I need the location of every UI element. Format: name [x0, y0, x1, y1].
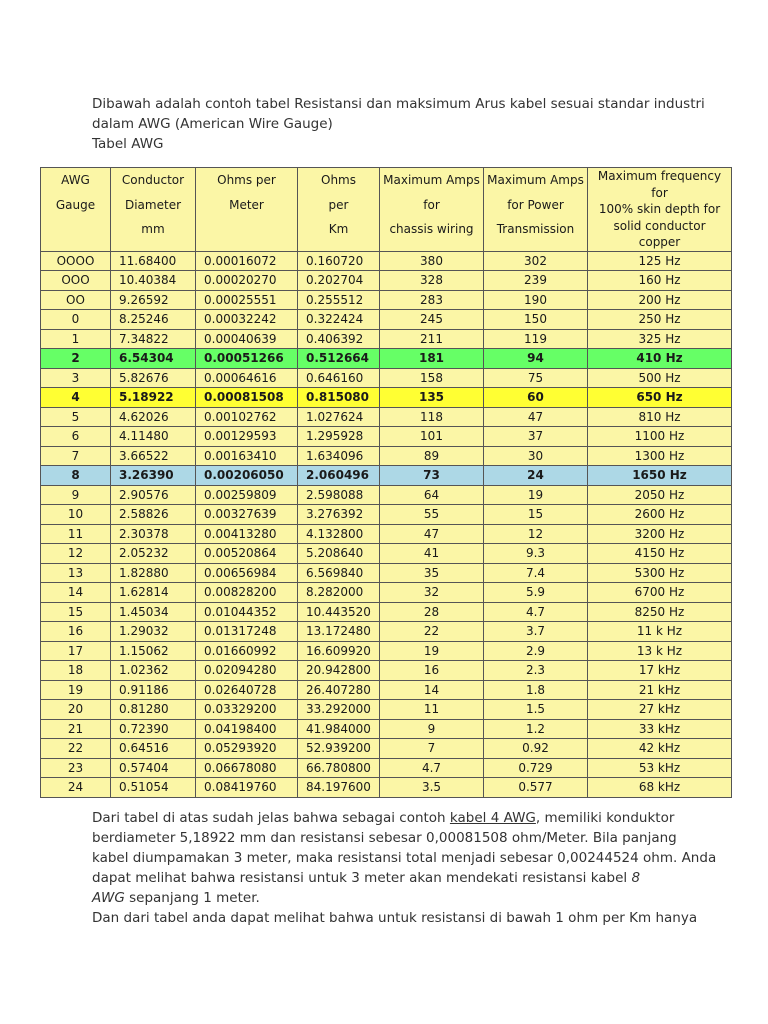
ohms-meter-cell: 0.00020270 [196, 271, 298, 291]
header-max-frequency: Maximum frequency for 100% skin depth for solid conductor copper [588, 168, 732, 252]
ohms-meter-cell: 0.00206050 [196, 466, 298, 486]
table-row [41, 251, 732, 271]
header-ohms-per-meter: Ohms per Meter [196, 168, 298, 252]
intro-line-1: Dibawah adalah contoh tabel Resistansi dan maksimum Arus kabel sesuai standar industri [92, 96, 705, 112]
table-row [41, 290, 732, 310]
table-row [41, 739, 732, 759]
table-row [41, 758, 732, 778]
amps-chassis-cell: 16 [380, 661, 484, 681]
intro-text [92, 94, 712, 154]
ohms-meter-cell: 0.00032242 [196, 310, 298, 330]
amps-chassis-cell: 35 [380, 563, 484, 583]
amps-power-cell: 150 [484, 310, 588, 330]
frequency-cell: 6700 Hz [588, 583, 732, 603]
frequency-cell: 13 k Hz [588, 641, 732, 661]
diameter-cell: 4.11480 [111, 427, 196, 447]
ohms-km-cell: 6.569840 [298, 563, 380, 583]
frequency-cell: 160 Hz [588, 271, 732, 291]
diameter-cell: 0.64516 [111, 739, 196, 759]
amps-power-cell: 2.3 [484, 661, 588, 681]
frequency-cell: 33 kHz [588, 719, 732, 739]
frequency-cell: 1100 Hz [588, 427, 732, 447]
amps-chassis-cell: 73 [380, 466, 484, 486]
ohms-meter-cell: 0.06678080 [196, 758, 298, 778]
frequency-cell: 21 kHz [588, 680, 732, 700]
frequency-cell: 42 kHz [588, 739, 732, 759]
table-row [41, 544, 732, 564]
amps-chassis-cell: 283 [380, 290, 484, 310]
frequency-cell: 1650 Hz [588, 466, 732, 486]
awg-cell: 20 [41, 700, 111, 720]
table-row [41, 661, 732, 681]
ohms-km-cell: 1.295928 [298, 427, 380, 447]
awg-cell: OOO [41, 271, 111, 291]
frequency-cell: 11 k Hz [588, 622, 732, 642]
ohms-km-cell: 0.202704 [298, 271, 380, 291]
table-row [41, 524, 732, 544]
table-row [41, 563, 732, 583]
ohms-meter-cell: 0.01044352 [196, 602, 298, 622]
amps-power-cell: 302 [484, 251, 588, 271]
ohms-meter-cell: 0.00129593 [196, 427, 298, 447]
ohms-km-cell: 0.512664 [298, 349, 380, 369]
ohms-meter-cell: 0.00828200 [196, 583, 298, 603]
ohms-km-cell: 1.027624 [298, 407, 380, 427]
ohms-km-cell: 0.160720 [298, 251, 380, 271]
frequency-cell: 4150 Hz [588, 544, 732, 564]
amps-power-cell: 0.92 [484, 739, 588, 759]
diameter-cell: 0.57404 [111, 758, 196, 778]
diameter-cell: 1.82880 [111, 563, 196, 583]
amps-chassis-cell: 158 [380, 368, 484, 388]
table-row [41, 427, 732, 447]
table-row [41, 719, 732, 739]
outro-line-4: dapat melihat bahwa resistansi untuk 3 meter akan mendekati resistansi kabel 8 [92, 870, 641, 886]
diameter-cell: 6.54304 [111, 349, 196, 369]
amps-chassis-cell: 19 [380, 641, 484, 661]
amps-chassis-cell: 22 [380, 622, 484, 642]
frequency-cell: 3200 Hz [588, 524, 732, 544]
amps-power-cell: 0.729 [484, 758, 588, 778]
amps-chassis-cell: 64 [380, 485, 484, 505]
amps-chassis-cell: 380 [380, 251, 484, 271]
ohms-meter-cell: 0.00102762 [196, 407, 298, 427]
diameter-cell: 0.91186 [111, 680, 196, 700]
awg-cell: 11 [41, 524, 111, 544]
outro-line-5: AWG sepanjang 1 meter. [92, 890, 260, 906]
ohms-meter-cell: 0.00051266 [196, 349, 298, 369]
amps-power-cell: 1.5 [484, 700, 588, 720]
awg-cell: 18 [41, 661, 111, 681]
awg-cell: 0 [41, 310, 111, 330]
ohms-meter-cell: 0.00016072 [196, 251, 298, 271]
amps-chassis-cell: 41 [380, 544, 484, 564]
ohms-meter-cell: 0.01660992 [196, 641, 298, 661]
awg-cell: 10 [41, 505, 111, 525]
frequency-cell: 27 kHz [588, 700, 732, 720]
awg-cell: 14 [41, 583, 111, 603]
diameter-cell: 3.66522 [111, 446, 196, 466]
amps-chassis-cell: 9 [380, 719, 484, 739]
diameter-cell: 2.90576 [111, 485, 196, 505]
ohms-km-cell: 0.322424 [298, 310, 380, 330]
table-row [41, 778, 732, 798]
amps-power-cell: 2.9 [484, 641, 588, 661]
table-body [41, 251, 732, 797]
ohms-km-cell: 2.598088 [298, 485, 380, 505]
awg-cell: 3 [41, 368, 111, 388]
awg-cell: 2 [41, 349, 111, 369]
amps-power-cell: 1.8 [484, 680, 588, 700]
diameter-cell: 5.82676 [111, 368, 196, 388]
table-row [41, 329, 732, 349]
frequency-cell: 68 kHz [588, 778, 732, 798]
awg-cell: 1 [41, 329, 111, 349]
ohms-km-cell: 33.292000 [298, 700, 380, 720]
table-row [41, 271, 732, 291]
diameter-cell: 4.62026 [111, 407, 196, 427]
diameter-cell: 0.51054 [111, 778, 196, 798]
outro-line-3: kabel diumpamakan 3 meter, maka resistansi total menjadi sebesar 0,00244524 ohm. Anda [92, 850, 717, 866]
ohms-meter-cell: 0.02640728 [196, 680, 298, 700]
frequency-cell: 410 Hz [588, 349, 732, 369]
awg-cell: 8 [41, 466, 111, 486]
diameter-cell: 2.05232 [111, 544, 196, 564]
ohms-km-cell: 20.942800 [298, 661, 380, 681]
ohms-km-cell: 84.197600 [298, 778, 380, 798]
kabel-4-awg-link[interactable]: kabel 4 AWG [449, 810, 536, 826]
ohms-km-cell: 8.282000 [298, 583, 380, 603]
amps-power-cell: 60 [484, 388, 588, 408]
ohms-km-cell: 41.984000 [298, 719, 380, 739]
ohms-meter-cell: 0.08419760 [196, 778, 298, 798]
amps-chassis-cell: 181 [380, 349, 484, 369]
diameter-cell: 1.45034 [111, 602, 196, 622]
frequency-cell: 200 Hz [588, 290, 732, 310]
amps-power-cell: 24 [484, 466, 588, 486]
diameter-cell: 11.68400 [111, 251, 196, 271]
table-row [41, 700, 732, 720]
amps-power-cell: 7.4 [484, 563, 588, 583]
awg-cell: 7 [41, 446, 111, 466]
amps-chassis-cell: 7 [380, 739, 484, 759]
intro-line-2: dalam AWG (American Wire Gauge) [92, 116, 333, 132]
diameter-cell: 9.26592 [111, 290, 196, 310]
awg-table [40, 167, 732, 798]
table-row [41, 641, 732, 661]
amps-chassis-cell: 4.7 [380, 758, 484, 778]
outro-line-2: berdiameter 5,18922 mm dan resistansi sebesar 0,00081508 ohm/Meter. Bila panjang [92, 830, 677, 846]
ohms-meter-cell: 0.00259809 [196, 485, 298, 505]
ohms-meter-cell: 0.04198400 [196, 719, 298, 739]
ohms-meter-cell: 0.00064616 [196, 368, 298, 388]
amps-power-cell: 3.7 [484, 622, 588, 642]
awg-cell: 9 [41, 485, 111, 505]
ohms-meter-cell: 0.00413280 [196, 524, 298, 544]
frequency-cell: 250 Hz [588, 310, 732, 330]
diameter-cell: 1.15062 [111, 641, 196, 661]
ohms-meter-cell: 0.03329200 [196, 700, 298, 720]
ohms-km-cell: 4.132800 [298, 524, 380, 544]
amps-power-cell: 5.9 [484, 583, 588, 603]
awg-cell: 23 [41, 758, 111, 778]
ohms-km-cell: 5.208640 [298, 544, 380, 564]
header-awg-gauge: AWG Gauge [41, 168, 111, 252]
ohms-km-cell: 26.407280 [298, 680, 380, 700]
diameter-cell: 0.81280 [111, 700, 196, 720]
ohms-km-cell: 13.172480 [298, 622, 380, 642]
amps-chassis-cell: 328 [380, 271, 484, 291]
frequency-cell: 650 Hz [588, 388, 732, 408]
table-row [41, 505, 732, 525]
amps-power-cell: 12 [484, 524, 588, 544]
amps-power-cell: 239 [484, 271, 588, 291]
ohms-km-cell: 66.780800 [298, 758, 380, 778]
diameter-cell: 10.40384 [111, 271, 196, 291]
header-conductor-diameter: Conductor Diameter mm [111, 168, 196, 252]
table-row [41, 602, 732, 622]
amps-power-cell: 190 [484, 290, 588, 310]
outro-line-6: Dan dari tabel anda dapat melihat bahwa untuk resistansi di bawah 1 ohm per Km hanya [92, 910, 698, 926]
header-max-amps-power: Maximum Amps for Power Transmission [484, 168, 588, 252]
frequency-cell: 2050 Hz [588, 485, 732, 505]
awg-cell: 24 [41, 778, 111, 798]
ohms-km-cell: 16.609920 [298, 641, 380, 661]
frequency-cell: 125 Hz [588, 251, 732, 271]
diameter-cell: 3.26390 [111, 466, 196, 486]
diameter-cell: 2.30378 [111, 524, 196, 544]
amps-power-cell: 94 [484, 349, 588, 369]
amps-chassis-cell: 55 [380, 505, 484, 525]
awg-cell: 21 [41, 719, 111, 739]
amps-power-cell: 47 [484, 407, 588, 427]
ohms-km-cell: 2.060496 [298, 466, 380, 486]
amps-chassis-cell: 101 [380, 427, 484, 447]
amps-power-cell: 19 [484, 485, 588, 505]
table-row [41, 349, 732, 369]
awg-cell: 6 [41, 427, 111, 447]
table-row [41, 485, 732, 505]
ohms-meter-cell: 0.00520864 [196, 544, 298, 564]
awg-cell: 19 [41, 680, 111, 700]
frequency-cell: 500 Hz [588, 368, 732, 388]
awg-cell: 13 [41, 563, 111, 583]
ohms-km-cell: 3.276392 [298, 505, 380, 525]
ohms-meter-cell: 0.02094280 [196, 661, 298, 681]
frequency-cell: 8250 Hz [588, 602, 732, 622]
table-row [41, 583, 732, 603]
intro-line-3: Tabel AWG [92, 136, 164, 152]
amps-power-cell: 4.7 [484, 602, 588, 622]
amps-chassis-cell: 32 [380, 583, 484, 603]
amps-power-cell: 119 [484, 329, 588, 349]
frequency-cell: 810 Hz [588, 407, 732, 427]
ohms-meter-cell: 0.01317248 [196, 622, 298, 642]
amps-chassis-cell: 135 [380, 388, 484, 408]
awg-cell: 15 [41, 602, 111, 622]
ohms-meter-cell: 0.00040639 [196, 329, 298, 349]
ohms-meter-cell: 0.00163410 [196, 446, 298, 466]
outro-line-1: Dari tabel di atas sudah jelas bahwa sebagai contoh kabel 4 AWG, memiliki konduktor [92, 810, 675, 826]
diameter-cell: 7.34822 [111, 329, 196, 349]
diameter-cell: 8.25246 [111, 310, 196, 330]
diameter-cell: 2.58826 [111, 505, 196, 525]
header-ohms-per-km: Ohms per Km [298, 168, 380, 252]
awg-cell: OOOO [41, 251, 111, 271]
ohms-meter-cell: 0.00081508 [196, 388, 298, 408]
ohms-km-cell: 10.443520 [298, 602, 380, 622]
awg-cell: 17 [41, 641, 111, 661]
amps-chassis-cell: 245 [380, 310, 484, 330]
ohms-km-cell: 0.406392 [298, 329, 380, 349]
amps-power-cell: 0.577 [484, 778, 588, 798]
awg-cell: 5 [41, 407, 111, 427]
diameter-cell: 5.18922 [111, 388, 196, 408]
ohms-meter-cell: 0.00025551 [196, 290, 298, 310]
ohms-km-cell: 52.939200 [298, 739, 380, 759]
amps-power-cell: 37 [484, 427, 588, 447]
diameter-cell: 1.62814 [111, 583, 196, 603]
awg-cell: 4 [41, 388, 111, 408]
table-row [41, 310, 732, 330]
table-row [41, 680, 732, 700]
diameter-cell: 1.29032 [111, 622, 196, 642]
amps-chassis-cell: 3.5 [380, 778, 484, 798]
frequency-cell: 2600 Hz [588, 505, 732, 525]
diameter-cell: 1.02362 [111, 661, 196, 681]
amps-power-cell: 9.3 [484, 544, 588, 564]
awg-cell: 12 [41, 544, 111, 564]
frequency-cell: 325 Hz [588, 329, 732, 349]
amps-chassis-cell: 89 [380, 446, 484, 466]
ohms-km-cell: 0.815080 [298, 388, 380, 408]
awg-cell: 22 [41, 739, 111, 759]
amps-chassis-cell: 11 [380, 700, 484, 720]
table-row [41, 407, 732, 427]
ohms-km-cell: 1.634096 [298, 446, 380, 466]
awg-cell: 16 [41, 622, 111, 642]
ohms-km-cell: 0.255512 [298, 290, 380, 310]
amps-chassis-cell: 14 [380, 680, 484, 700]
amps-power-cell: 1.2 [484, 719, 588, 739]
ohms-meter-cell: 0.05293920 [196, 739, 298, 759]
amps-power-cell: 75 [484, 368, 588, 388]
amps-chassis-cell: 211 [380, 329, 484, 349]
frequency-cell: 5300 Hz [588, 563, 732, 583]
ohms-meter-cell: 0.00656984 [196, 563, 298, 583]
table-row [41, 368, 732, 388]
frequency-cell: 1300 Hz [588, 446, 732, 466]
table-header-row [41, 168, 732, 252]
amps-power-cell: 15 [484, 505, 588, 525]
ohms-meter-cell: 0.00327639 [196, 505, 298, 525]
diameter-cell: 0.72390 [111, 719, 196, 739]
awg-cell: OO [41, 290, 111, 310]
frequency-cell: 17 kHz [588, 661, 732, 681]
amps-chassis-cell: 118 [380, 407, 484, 427]
outro-text [92, 808, 717, 928]
ohms-km-cell: 0.646160 [298, 368, 380, 388]
amps-power-cell: 30 [484, 446, 588, 466]
frequency-cell: 53 kHz [588, 758, 732, 778]
amps-chassis-cell: 47 [380, 524, 484, 544]
table-row [41, 466, 732, 486]
header-max-amps-chassis: Maximum Amps for chassis wiring [380, 168, 484, 252]
table-row [41, 446, 732, 466]
amps-chassis-cell: 28 [380, 602, 484, 622]
table-row [41, 388, 732, 408]
table-row [41, 622, 732, 642]
